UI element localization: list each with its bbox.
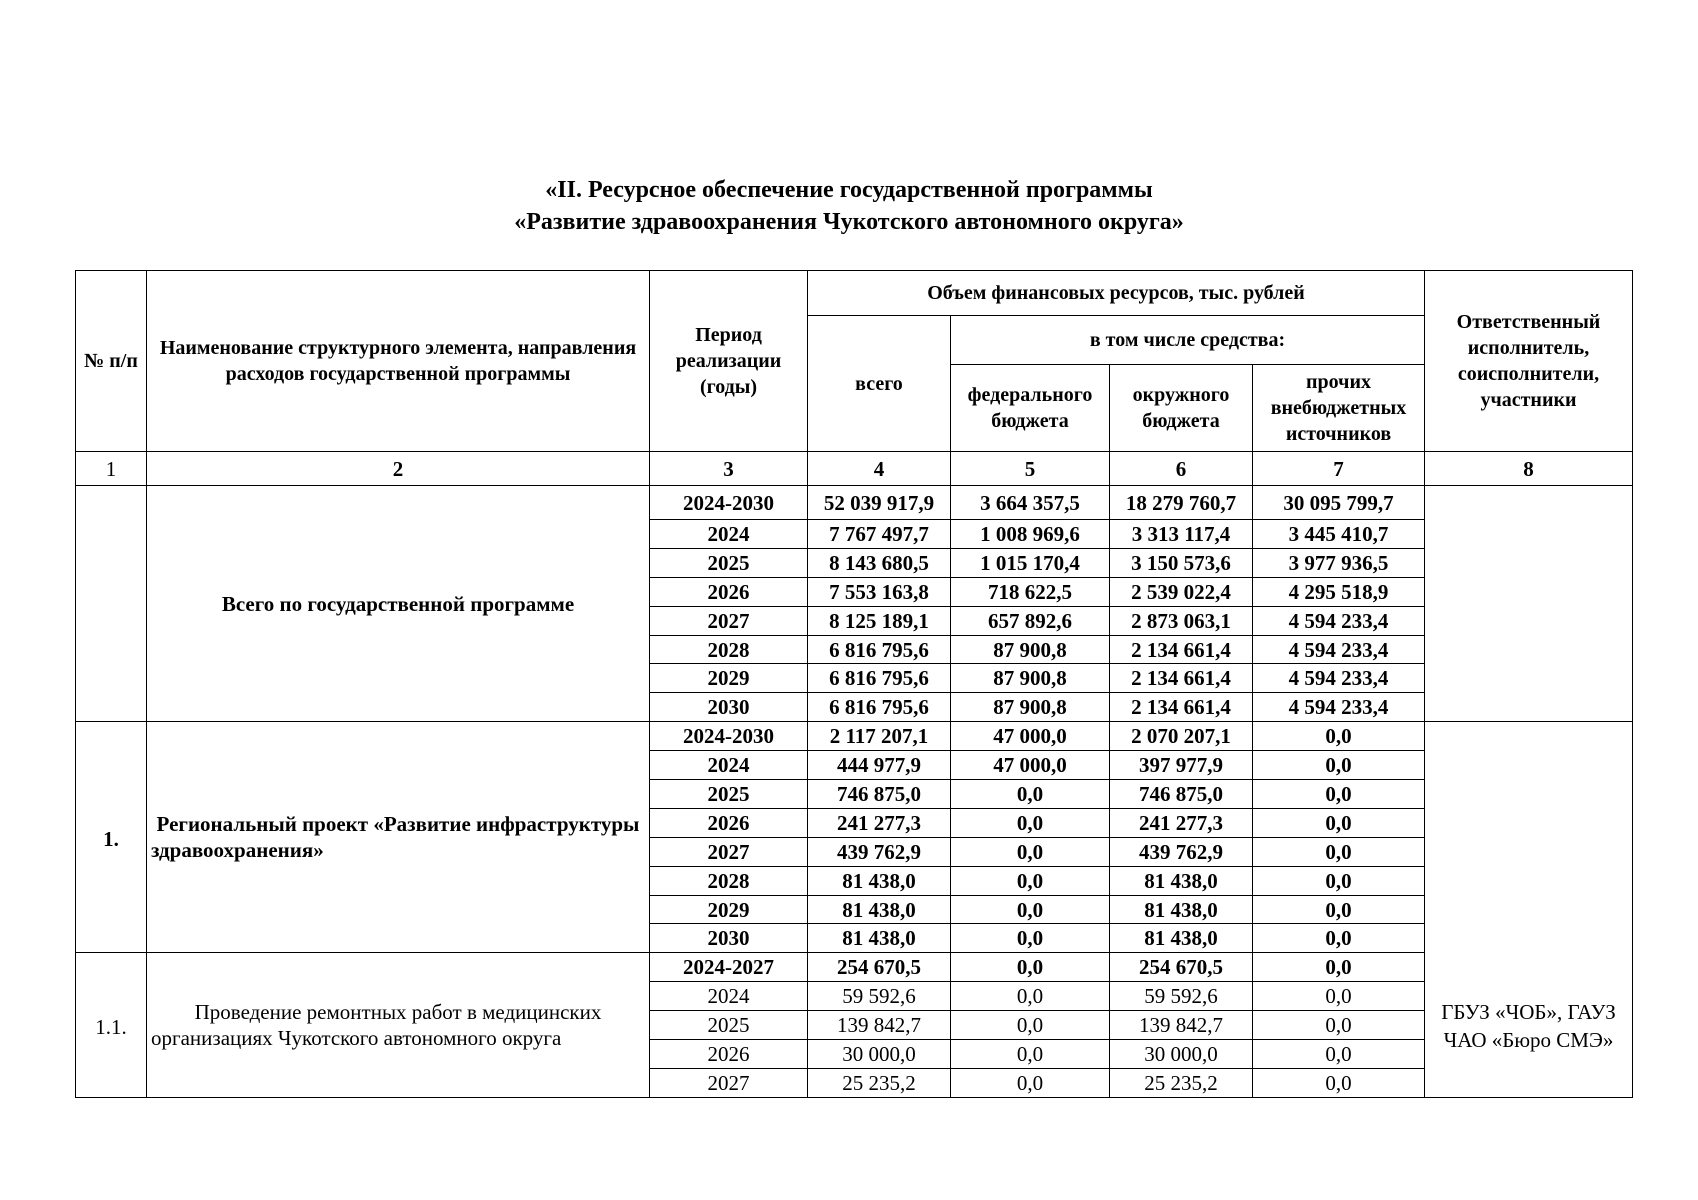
- cell-total: 6 816 795,6: [808, 635, 951, 664]
- table-row: [76, 486, 1633, 520]
- title-line-2: «Развитие здравоохранения Чукотского автономного округа»: [514, 209, 1184, 235]
- cell-federal: 3 664 357,5: [951, 486, 1110, 520]
- cell-other: 0,0: [1253, 837, 1425, 866]
- cell-other: 0,0: [1253, 780, 1425, 809]
- cell-federal: 0,0: [951, 837, 1110, 866]
- cell-other: 4 295 518,9: [1253, 577, 1425, 606]
- cell-other: 3 977 936,5: [1253, 548, 1425, 577]
- table-body: [76, 486, 1633, 1098]
- cell-period: 2027: [650, 837, 808, 866]
- cell-other: 0,0: [1253, 1068, 1425, 1097]
- cell-district: 254 670,5: [1110, 953, 1253, 982]
- cell-federal: 0,0: [951, 924, 1110, 953]
- cell-total: 7 767 497,7: [808, 520, 951, 549]
- responsible-cell: [1425, 486, 1633, 722]
- cell-period: 2029: [650, 895, 808, 924]
- cell-district: 2 134 661,4: [1110, 635, 1253, 664]
- cell-other: 4 594 233,4: [1253, 606, 1425, 635]
- cell-district: 2 070 207,1: [1110, 722, 1253, 751]
- cell-period: 2025: [650, 548, 808, 577]
- cell-other: 0,0: [1253, 953, 1425, 982]
- cell-total: 8 125 189,1: [808, 606, 951, 635]
- cell-federal: 0,0: [951, 1011, 1110, 1040]
- cell-total: 8 143 680,5: [808, 548, 951, 577]
- cell-total: 444 977,9: [808, 751, 951, 780]
- cell-district: 30 000,0: [1110, 1040, 1253, 1069]
- row-number: 1.1.: [76, 953, 147, 1097]
- col-number: 4: [808, 452, 951, 486]
- cell-district: 81 438,0: [1110, 895, 1253, 924]
- table-row: [76, 953, 1633, 982]
- cell-federal: 657 892,6: [951, 606, 1110, 635]
- col-number: 7: [1253, 452, 1425, 486]
- cell-total: 81 438,0: [808, 895, 951, 924]
- cell-period: 2026: [650, 577, 808, 606]
- cell-other: 0,0: [1253, 808, 1425, 837]
- cell-period: 2024: [650, 982, 808, 1011]
- cell-period: 2027: [650, 606, 808, 635]
- responsible-cell: [1425, 722, 1633, 953]
- element-name: Региональный проект «Развитие инфраструктуры здравоохранения»: [147, 722, 650, 953]
- title-line-1: «II. Ресурсное обеспечение государственной программы: [545, 177, 1153, 203]
- row-number: [76, 486, 147, 722]
- cell-district: 2 539 022,4: [1110, 577, 1253, 606]
- cell-period: 2024-2027: [650, 953, 808, 982]
- cell-district: 3 313 117,4: [1110, 520, 1253, 549]
- cell-district: 2 134 661,4: [1110, 693, 1253, 722]
- cell-total: 241 277,3: [808, 808, 951, 837]
- header-total: всего: [808, 316, 951, 452]
- cell-period: 2024: [650, 751, 808, 780]
- cell-district: 25 235,2: [1110, 1068, 1253, 1097]
- cell-period: 2026: [650, 1040, 808, 1069]
- cell-total: 30 000,0: [808, 1040, 951, 1069]
- cell-federal: 0,0: [951, 953, 1110, 982]
- cell-district: 3 150 573,6: [1110, 548, 1253, 577]
- cell-federal: 87 900,8: [951, 693, 1110, 722]
- responsible-cell: ГБУЗ «ЧОБ», ГАУЗ ЧАО «Бюро СМЭ»: [1425, 953, 1633, 1097]
- cell-federal: 1 015 170,4: [951, 548, 1110, 577]
- cell-federal: 718 622,5: [951, 577, 1110, 606]
- col-number: 2: [147, 452, 650, 486]
- cell-federal: 0,0: [951, 895, 1110, 924]
- header-including: в том числе средства:: [951, 316, 1425, 365]
- cell-district: 2 873 063,1: [1110, 606, 1253, 635]
- cell-other: 0,0: [1253, 722, 1425, 751]
- cell-federal: 0,0: [951, 866, 1110, 895]
- cell-total: 7 553 163,8: [808, 577, 951, 606]
- cell-other: 4 594 233,4: [1253, 693, 1425, 722]
- cell-district: 241 277,3: [1110, 808, 1253, 837]
- cell-period: 2028: [650, 866, 808, 895]
- cell-district: 397 977,9: [1110, 751, 1253, 780]
- cell-other: 0,0: [1253, 1040, 1425, 1069]
- cell-total: 25 235,2: [808, 1068, 951, 1097]
- cell-period: 2024: [650, 520, 808, 549]
- cell-total: 52 039 917,9: [808, 486, 951, 520]
- col-number: 8: [1425, 452, 1633, 486]
- element-name: Всего по государственной программе: [147, 486, 650, 722]
- cell-federal: 1 008 969,6: [951, 520, 1110, 549]
- header-other: прочих внебюджетных источников: [1253, 365, 1425, 452]
- cell-period: 2026: [650, 808, 808, 837]
- row-number: 1.: [76, 722, 147, 953]
- cell-period: 2025: [650, 780, 808, 809]
- cell-period: 2024-2030: [650, 722, 808, 751]
- cell-federal: 0,0: [951, 982, 1110, 1011]
- cell-period: 2024-2030: [650, 486, 808, 520]
- header-responsible: Ответственный исполнитель, соисполнители, участники: [1425, 271, 1633, 452]
- cell-other: 0,0: [1253, 751, 1425, 780]
- resource-table: [75, 270, 1633, 1098]
- cell-federal: 47 000,0: [951, 722, 1110, 751]
- cell-district: 81 438,0: [1110, 924, 1253, 953]
- cell-total: 81 438,0: [808, 866, 951, 895]
- cell-period: 2027: [650, 1068, 808, 1097]
- header-volume: Объем финансовых ресурсов, тыс. рублей: [808, 271, 1425, 316]
- cell-federal: 0,0: [951, 1040, 1110, 1069]
- cell-period: 2030: [650, 924, 808, 953]
- cell-total: 2 117 207,1: [808, 722, 951, 751]
- cell-total: 6 816 795,6: [808, 664, 951, 693]
- cell-federal: 87 900,8: [951, 635, 1110, 664]
- cell-total: 746 875,0: [808, 780, 951, 809]
- cell-other: 0,0: [1253, 866, 1425, 895]
- cell-other: 30 095 799,7: [1253, 486, 1425, 520]
- cell-district: 439 762,9: [1110, 837, 1253, 866]
- cell-federal: 0,0: [951, 1068, 1110, 1097]
- cell-federal: 47 000,0: [951, 751, 1110, 780]
- header-period: Период реализации (годы): [650, 271, 808, 452]
- cell-federal: 87 900,8: [951, 664, 1110, 693]
- cell-total: 139 842,7: [808, 1011, 951, 1040]
- cell-district: 18 279 760,7: [1110, 486, 1253, 520]
- col-number: 1: [76, 452, 147, 486]
- cell-other: 0,0: [1253, 982, 1425, 1011]
- cell-period: 2029: [650, 664, 808, 693]
- cell-period: 2030: [650, 693, 808, 722]
- cell-other: 4 594 233,4: [1253, 664, 1425, 693]
- col-number: 5: [951, 452, 1110, 486]
- cell-total: 439 762,9: [808, 837, 951, 866]
- cell-other: 0,0: [1253, 924, 1425, 953]
- cell-district: 139 842,7: [1110, 1011, 1253, 1040]
- cell-district: 81 438,0: [1110, 866, 1253, 895]
- cell-other: 4 594 233,4: [1253, 635, 1425, 664]
- col-number: 6: [1110, 452, 1253, 486]
- header-num: № п/п: [76, 271, 147, 452]
- cell-other: 0,0: [1253, 895, 1425, 924]
- cell-total: 81 438,0: [808, 924, 951, 953]
- cell-other: 3 445 410,7: [1253, 520, 1425, 549]
- cell-total: 59 592,6: [808, 982, 951, 1011]
- cell-other: 0,0: [1253, 1011, 1425, 1040]
- cell-total: 6 816 795,6: [808, 693, 951, 722]
- cell-district: 746 875,0: [1110, 780, 1253, 809]
- cell-district: 2 134 661,4: [1110, 664, 1253, 693]
- cell-period: 2028: [650, 635, 808, 664]
- header-federal: федерального бюджета: [951, 365, 1110, 452]
- cell-district: 59 592,6: [1110, 982, 1253, 1011]
- document-title: [0, 174, 1698, 238]
- cell-total: 254 670,5: [808, 953, 951, 982]
- table-row: [76, 722, 1633, 751]
- header-district: окружного бюджета: [1110, 365, 1253, 452]
- header-name: Наименование структурного элемента, направления расходов государственной программы: [147, 271, 650, 452]
- cell-federal: 0,0: [951, 808, 1110, 837]
- cell-period: 2025: [650, 1011, 808, 1040]
- element-name: Проведение ремонтных работ в медицинских организациях Чукотского автономного округа: [147, 953, 650, 1097]
- cell-federal: 0,0: [951, 780, 1110, 809]
- col-number: 3: [650, 452, 808, 486]
